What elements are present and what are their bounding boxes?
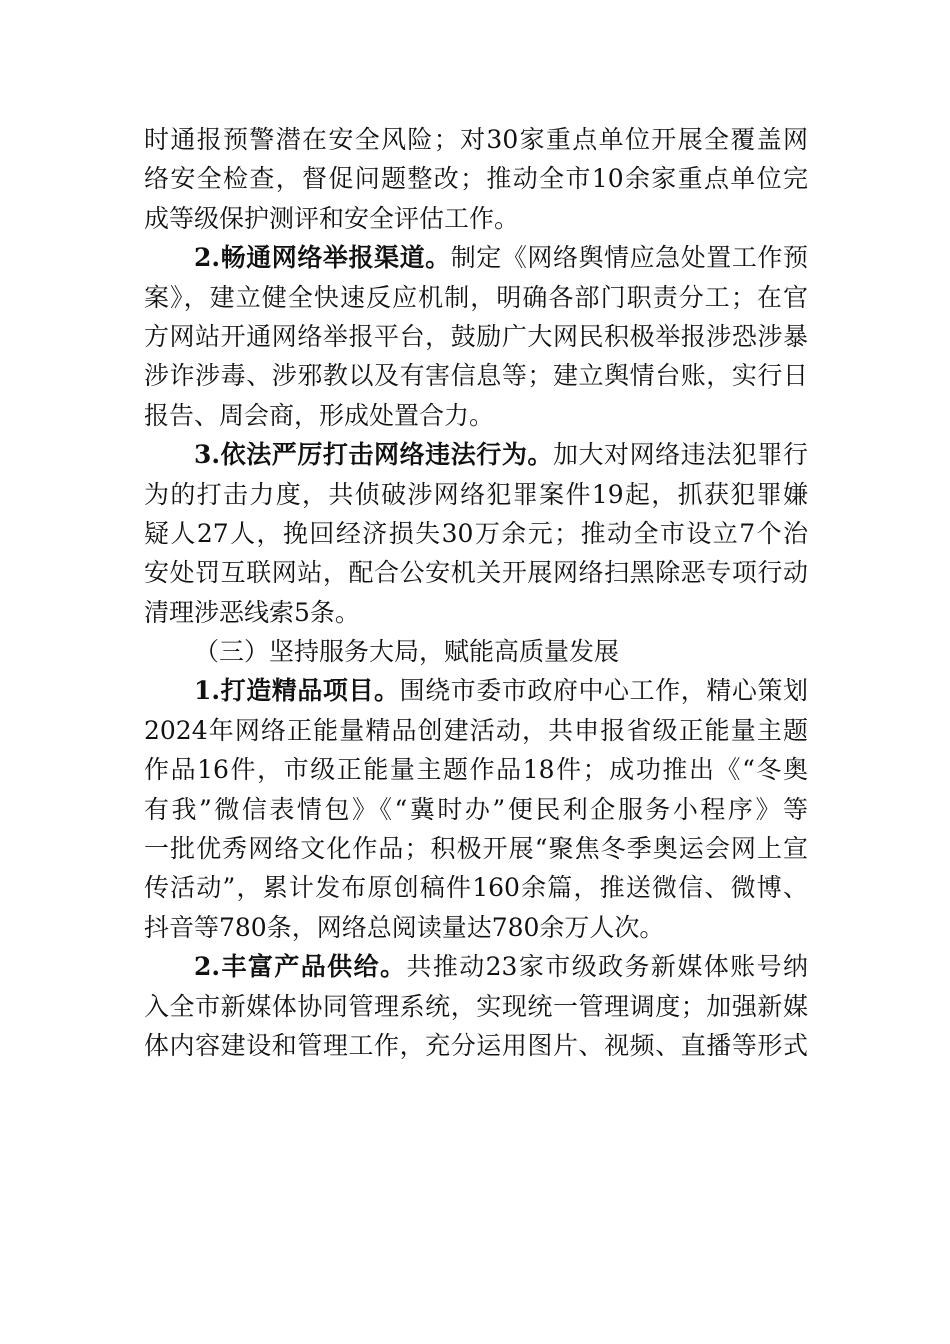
- paragraph-line: [144, 238, 808, 277]
- paragraph-line: [144, 396, 808, 435]
- paragraph-line: [144, 514, 808, 553]
- paragraph-line: [144, 475, 808, 514]
- line-text: 体内容建设和管理工作，充分运用图片、视频、直播等形式: [144, 1030, 808, 1060]
- paragraph-line: [144, 711, 808, 750]
- paragraph-line: [144, 790, 808, 829]
- paragraph-line: [144, 317, 808, 356]
- paragraph-line: [144, 435, 808, 474]
- line-text: 作品16件，市级正能量主题作品18件；成功推出《“冬奥: [144, 755, 808, 785]
- line-text: 络安全检查，督促问题整改；推动全市10余家重点单位完: [144, 164, 808, 194]
- paragraph-line: [144, 908, 808, 947]
- paragraph-line: [144, 750, 808, 789]
- section-heading: 2.畅通网络举报渠道。: [194, 243, 451, 273]
- paragraph-line: [144, 278, 808, 317]
- line-text: 一批优秀网络文化作品；积极开展“聚焦冬季奥运会网上宣: [144, 834, 808, 864]
- paragraph-line: [144, 553, 808, 592]
- line-text: 案》，建立健全快速反应机制，明确各部门职责分工；在官: [144, 282, 808, 312]
- line-text: 方网站开通网络举报平台，鼓励广大网民积极举报涉恐涉暴: [144, 321, 808, 351]
- paragraph-line: [144, 1026, 808, 1065]
- paragraph-line: [144, 987, 808, 1026]
- subsection-title: [144, 632, 808, 671]
- paragraph-line: [144, 593, 808, 632]
- line-text: 报告、周会商，形成处置合力。: [144, 400, 495, 430]
- paragraph-line: [144, 356, 808, 395]
- line-text: 加大对网络违法犯罪行: [552, 440, 808, 470]
- paragraph-line: [144, 868, 808, 907]
- paragraph-line: [144, 159, 808, 198]
- line-text: 为的打击力度，共侦破涉网络犯罪案件19起，抓获犯罪嫌: [144, 479, 808, 509]
- line-text: 疑人27人，挽回经济损失30万余元；推动全市设立7个治: [144, 518, 808, 548]
- paragraph-line: [144, 829, 808, 868]
- line-text: 2024年网络正能量精品创建活动，共申报省级正能量主题: [144, 715, 808, 745]
- line-text: 有我”微信表情包》《“冀时办”便民利企服务小程序》等: [144, 794, 808, 824]
- line-text: 共推动23家市级政务新媒体账号纳: [406, 952, 808, 982]
- document-body: [144, 120, 808, 1065]
- section-heading: 3.依法严厉打击网络违法行为。: [194, 440, 553, 470]
- line-text: 围绕市委市政府中心工作，精心策划: [399, 676, 808, 706]
- line-text: 成等级保护测评和安全评估工作。: [144, 203, 520, 233]
- line-text: 清理涉恶线索5条。: [144, 597, 360, 627]
- line-text: （三）坚持服务大局，赋能高质量发展: [194, 637, 620, 667]
- line-text: 抖音等780条，网络总阅读量达780余万人次。: [144, 912, 665, 942]
- line-text: 涉诈涉毒、涉邪教以及有害信息等；建立舆情台账，实行日: [144, 361, 808, 391]
- paragraph-line: [144, 120, 808, 159]
- line-text: 安处罚互联网站，配合公安机关开展网络扫黑除恶专项行动: [144, 558, 808, 588]
- line-text: 入全市新媒体协同管理系统，实现统一管理调度；加强新媒: [144, 991, 808, 1021]
- line-text: 传活动”，累计发布原创稿件160余篇，推送微信、微博、: [144, 873, 808, 903]
- paragraph-line: [144, 671, 808, 710]
- section-heading: 1.打造精品项目。: [194, 676, 400, 706]
- paragraph-line: [144, 947, 808, 986]
- line-text: 制定《网络舆情应急处置工作预: [450, 243, 808, 273]
- paragraph-line: [144, 199, 808, 238]
- line-text: 时通报预警潜在安全风险；对30家重点单位开展全覆盖网: [144, 125, 808, 154]
- section-heading: 2.丰富产品供给。: [194, 952, 407, 982]
